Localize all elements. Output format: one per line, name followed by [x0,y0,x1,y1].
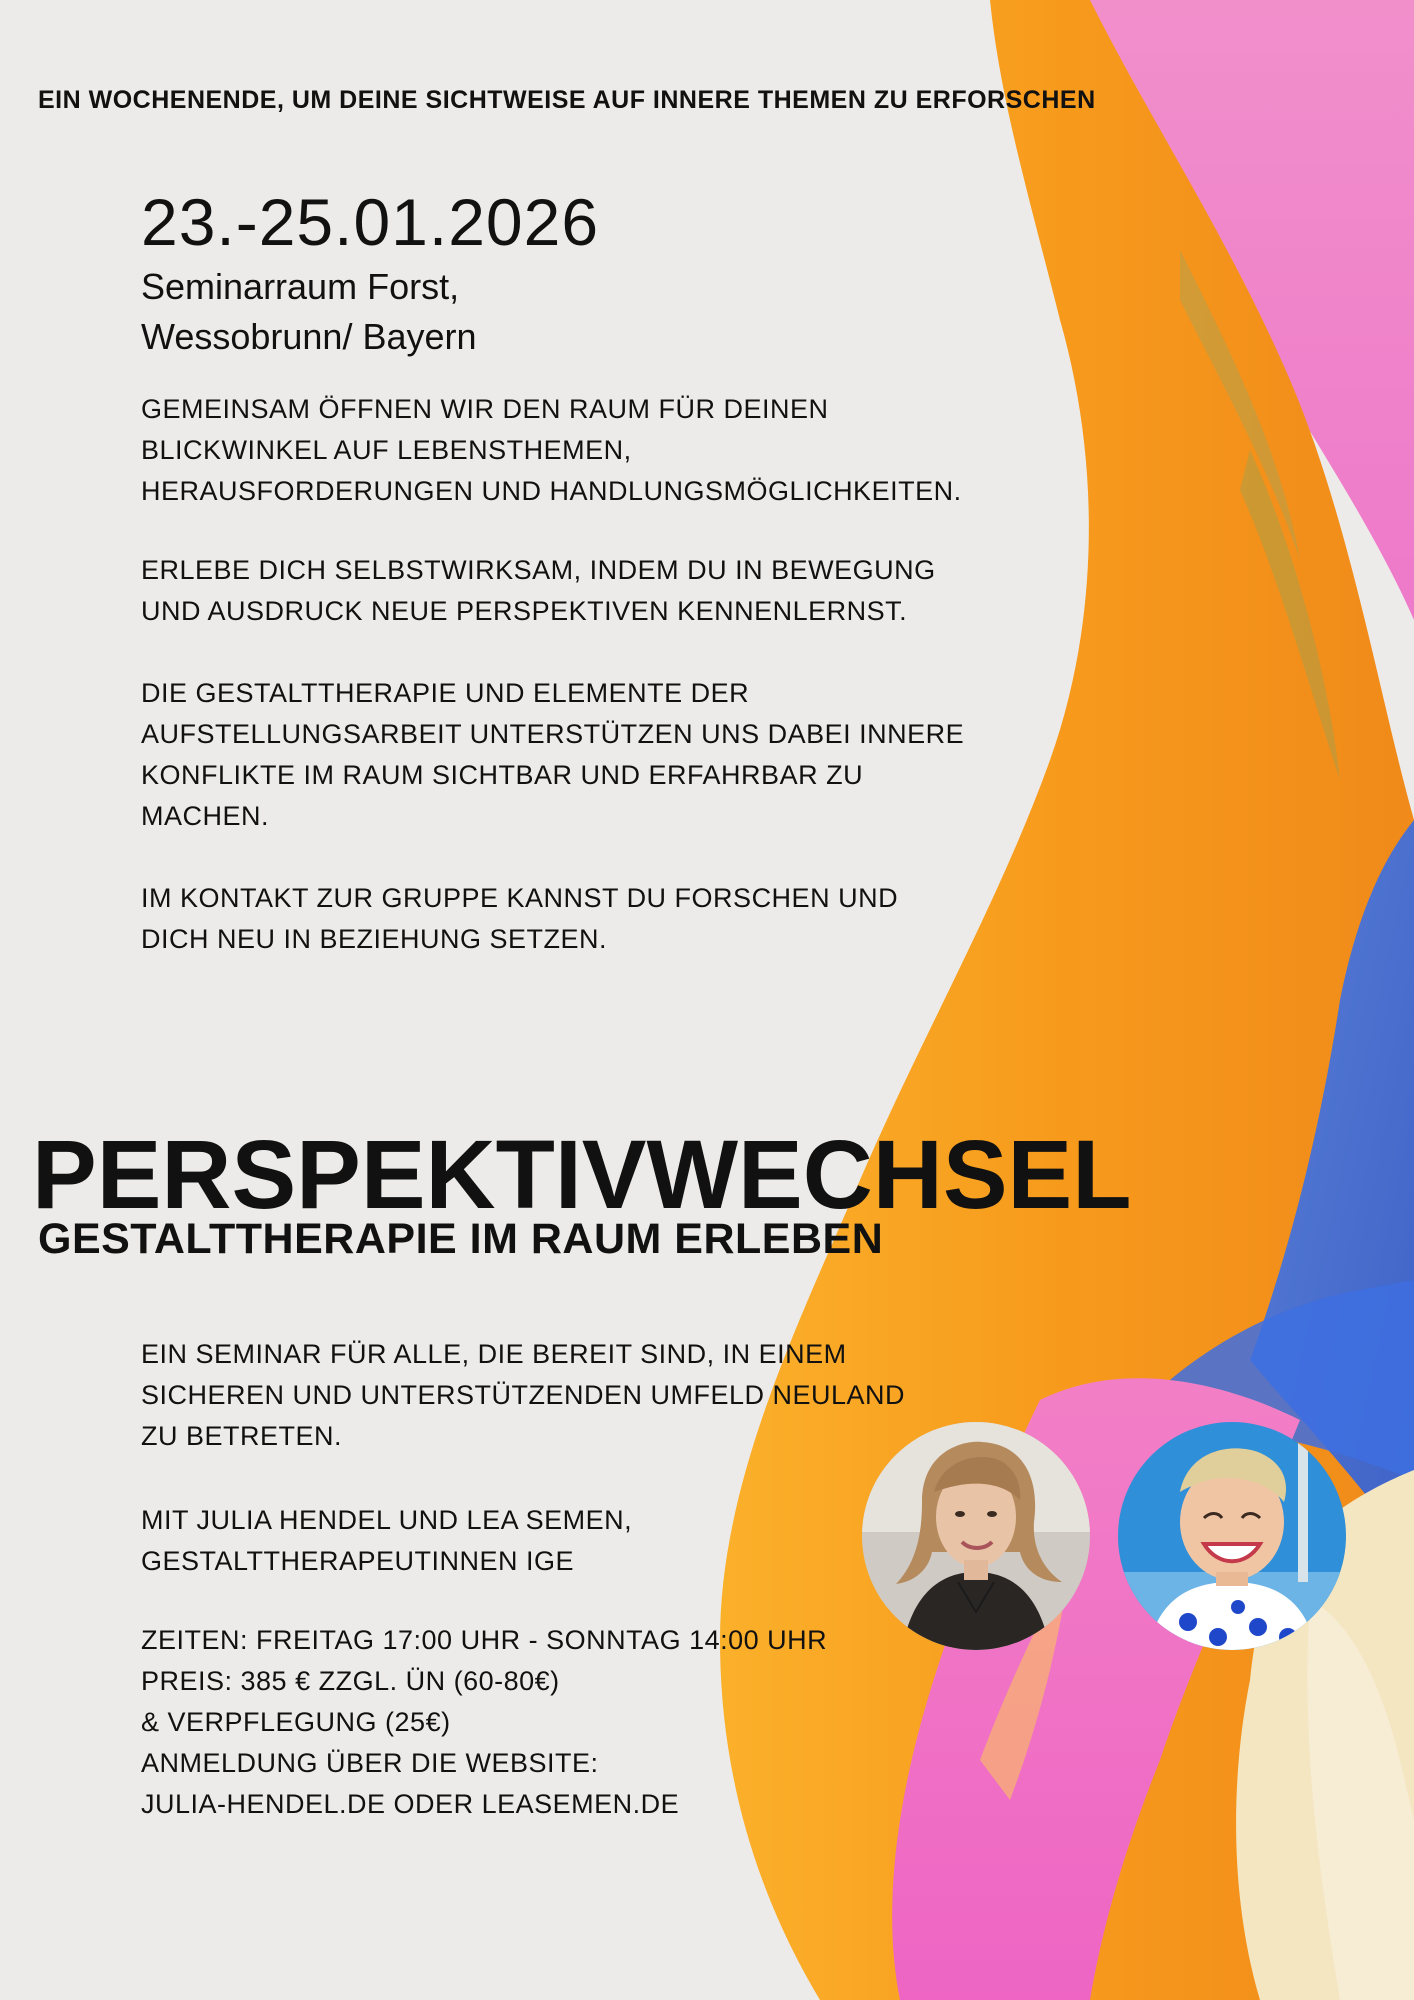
main-title: PERSPEKTIVWECHSEL [32,1120,1132,1229]
text-line: AUFSTELLUNGSARBEIT UNTERSTÜTZEN UNS DABEI INNERE [141,719,965,749]
subtitle: GESTALTTHERAPIE IM RAUM ERLEBEN [38,1215,884,1263]
portrait-julia-hendel [862,1422,1090,1650]
text-line: ZU BETRETEN. [141,1421,343,1451]
text-line: UND AUSDRUCK NEUE PERSPEKTIVEN KENNENLERNST. [141,596,908,626]
price-line: PREIS: 385 € ZZGL. ÜN (60-80€) [141,1666,560,1696]
text-line: BLICKWINKEL AUF LEBENSTHEMEN, [141,435,632,465]
text-line: GEMEINSAM ÖFFNEN WIR DEN RAUM FÜR DEINEN [141,394,829,424]
kicker-text: EIN WOCHENENDE, UM DEINE SICHTWEISE AUF INNERE THEMEN ZU ERFORSCHEN [38,86,1096,114]
text-line: MACHEN. [141,801,270,831]
intro-paragraph-3 [141,673,964,837]
details-paragraph [141,1620,827,1825]
registration-line: ANMELDUNG ÜBER DIE WEBSITE: [141,1748,599,1778]
text-line: MIT JULIA HENDEL UND LEA SEMEN, [141,1505,633,1535]
intro-paragraph-1 [141,389,962,512]
portrait-lea-semen [1118,1422,1346,1650]
venue-line-2: Wessobrunn/ Bayern [141,316,477,357]
text-line: GESTALTTHERAPEUTINNEN IGE [141,1546,575,1576]
intro-paragraph-2 [141,550,936,632]
text-line: SICHEREN UND UNTERSTÜTZENDEN UMFELD NEULAND [141,1380,906,1410]
text-line: EIN SEMINAR FÜR ALLE, DIE BEREIT SIND, IN EINEM [141,1339,847,1369]
venue-line-1: Seminarraum Forst, [141,266,460,307]
intro-paragraph-4 [141,878,898,960]
text-line: KONFLIKTE IM RAUM SICHTBAR UND ERFAHRBAR ZU [141,760,864,790]
schedule-line: ZEITEN: FREITAG 17:00 UHR - SONNTAG 14:00 UHR [141,1625,828,1655]
text-line: DIE GESTALTTHERAPIE UND ELEMENTE DER [141,678,750,708]
text-line: DICH NEU IN BEZIEHUNG SETZEN. [141,924,608,954]
text-line: HERAUSFORDERUNGEN UND HANDLUNGSMÖGLICHKEITEN. [141,476,962,506]
audience-paragraph [141,1334,905,1457]
text-line: IM KONTAKT ZUR GRUPPE KANNST DU FORSCHEN UND [141,883,899,913]
catering-line: & VERPFLEGUNG (25€) [141,1707,451,1737]
event-date: 23.-25.01.2026 [141,185,600,259]
website-line: JULIA-HENDEL.DE ODER LEASEMEN.DE [141,1789,680,1819]
text-line: ERLEBE DICH SELBSTWIRKSAM, INDEM DU IN BEWEGUNG [141,555,936,585]
hosts-paragraph [141,1500,632,1582]
